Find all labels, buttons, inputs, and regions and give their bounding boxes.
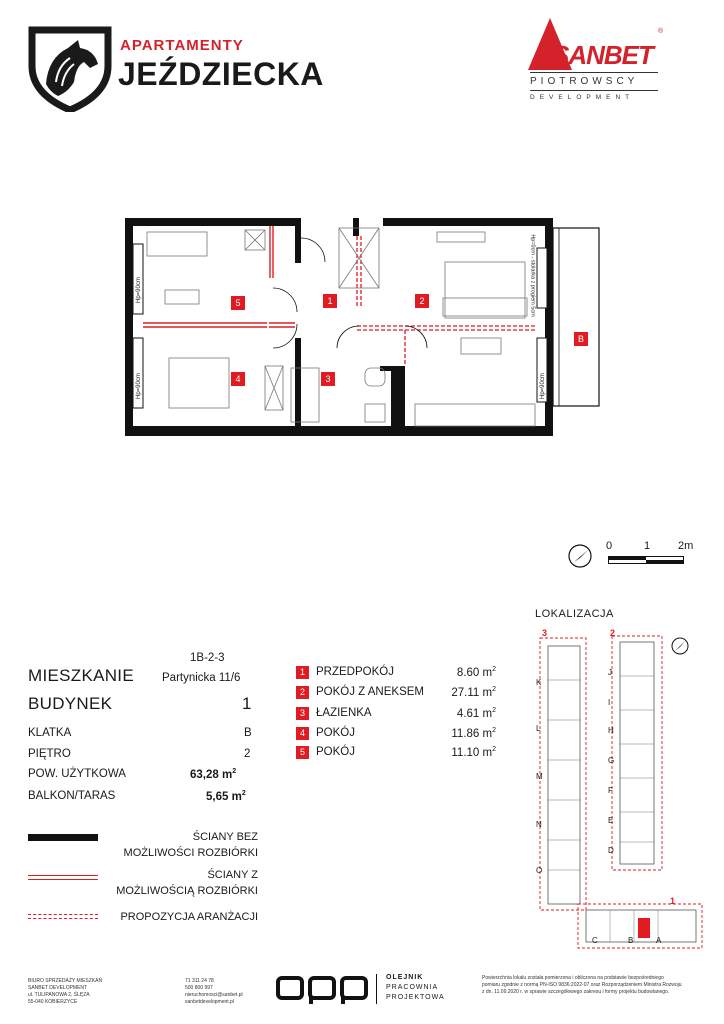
balcony-value	[206, 790, 246, 803]
room-area-sup: 2	[492, 686, 496, 693]
legend-swatch-removable	[28, 879, 98, 880]
room-row	[296, 707, 496, 721]
location-letter: F	[608, 786, 613, 795]
location-building-1: 1	[670, 896, 676, 906]
room-area-text: 11.86 m	[451, 727, 493, 740]
contact-info	[185, 978, 255, 1006]
legal-note-line: pomiaru zgodnie z normą PN-ISO 9836:2022-07 oraz Rozporządzeniem Ministra Rozwoju	[482, 982, 682, 988]
location-letter: O	[536, 866, 543, 875]
room-area-text: 4.61 m	[456, 707, 493, 720]
location-letter: E	[608, 816, 614, 825]
pietro-value: 2	[244, 748, 251, 760]
location-letter: N	[536, 820, 542, 829]
room-area	[457, 707, 496, 720]
floor-plan	[125, 218, 605, 436]
room-marker-4: 4	[231, 372, 245, 386]
location-column-3: 3	[542, 628, 548, 638]
phone-2: 500 800 997	[185, 985, 213, 991]
budynek-value: 1	[242, 694, 252, 713]
legal-note	[482, 975, 702, 996]
window-height-label: Hp=90cm	[136, 277, 142, 303]
legend-swatch-removable	[28, 875, 98, 876]
legend-swatch-proposal	[28, 918, 98, 919]
legend-fixed-line1: ŚCIANY BEZ	[192, 831, 258, 843]
location-map	[520, 620, 720, 950]
balcony-marker: B	[574, 332, 588, 346]
room-number: 5	[296, 746, 309, 759]
location-letter: I	[608, 698, 611, 707]
room-row	[296, 666, 496, 680]
location-letter: J	[608, 668, 612, 677]
scale-bar	[566, 540, 696, 576]
room-area-text: 27.11 m	[451, 686, 493, 699]
window-height-label: Hp=0cm - stolarka z progiem 5cm	[529, 234, 536, 317]
studio-name-1: OLEJNIK	[386, 974, 424, 981]
room-name: POKÓJ	[316, 727, 355, 739]
address: Partynicka 11/6	[162, 672, 241, 684]
room-name: POKÓJ Z ANEKSEM	[316, 686, 424, 698]
sales-office-line: 55-040 KOBIERZYCE	[28, 999, 78, 1005]
apartment-code: 1B-2-3	[190, 652, 225, 664]
legend-swatch-proposal	[28, 914, 98, 915]
scale-label-0: 0	[606, 540, 613, 552]
area-value-text: 63,28 m	[190, 768, 233, 781]
room-area	[451, 727, 496, 740]
brand-line-jezdziecka: JEŹDZIECKA	[118, 56, 324, 92]
scale-label-1: 1	[644, 540, 651, 552]
room-name: POKÓJ	[316, 746, 355, 758]
room-area-sup: 2	[492, 727, 496, 734]
phone-1: 71 311 24 78	[185, 978, 214, 984]
developer-sub-development: DEVELOPMENT	[530, 94, 635, 101]
klatka-value: B	[244, 727, 252, 739]
room-row	[296, 727, 496, 741]
legend-proposal: PROPOZYCJA ARANŻACJI	[120, 911, 258, 923]
sales-office-line: ul. TULIPANOWA 2, ŚLĘZA	[28, 992, 90, 998]
location-letter: K	[536, 678, 542, 687]
location-letter: M	[536, 772, 543, 781]
developer-logo	[522, 18, 672, 108]
room-area-sup: 2	[492, 746, 496, 753]
room-marker-1: 1	[323, 294, 337, 308]
room-number: 4	[296, 727, 309, 740]
location-column-2: 2	[610, 628, 616, 638]
room-name: ŁAZIENKA	[316, 707, 372, 719]
location-letter: A	[656, 936, 662, 945]
room-number: 3	[296, 707, 309, 720]
room-number: 1	[296, 666, 309, 679]
location-letter: L	[536, 724, 541, 733]
room-area-sup: 2	[492, 666, 496, 673]
scale-bar-fill	[608, 556, 646, 560]
window-height-label: Hp=90cm	[136, 373, 142, 399]
location-letter: G	[608, 756, 615, 765]
area-unit-sup: 2	[232, 768, 237, 775]
room-area-text: 8.60 m	[456, 666, 493, 679]
developer-sub-piotrowscy: PIOTROWSCY	[530, 76, 639, 87]
location-letter: B	[628, 936, 634, 945]
studio-name-3: PROJEKTOWA	[386, 994, 445, 1001]
balcony-unit-sup: 2	[241, 790, 246, 797]
location-letter: D	[608, 846, 614, 855]
sales-office-line: BIURO SPRZEDAŻY MIESZKAŃ	[28, 978, 103, 984]
budynek-label: BUDYNEK	[28, 694, 113, 713]
legend-removable-line2: MOŻLIWOŚCIĄ ROZBIÓRKI	[116, 885, 258, 897]
legend-swatch-fixed	[28, 834, 98, 841]
room-area	[451, 746, 496, 759]
window-height-label: Hp=90cm	[540, 373, 546, 399]
room-area-text: 11.10 m	[451, 746, 493, 759]
legend-removable-line1: ŚCIANY Z	[207, 869, 258, 881]
brand-line-apartamenty: APARTAMENTY	[120, 37, 244, 54]
website-link[interactable]: sanbetdevelopment.pl	[185, 999, 234, 1005]
room-area	[457, 666, 496, 679]
location-letter: H	[608, 726, 614, 735]
area-label: POW. UŻYTKOWA	[28, 768, 126, 780]
room-marker-3: 3	[321, 372, 335, 386]
opp-logo-icon	[276, 974, 368, 1004]
compass-icon	[566, 542, 594, 570]
room-area	[451, 686, 496, 699]
scale-bar-fill	[646, 560, 684, 564]
developer-name: SANBET	[552, 40, 653, 70]
logo-divider	[530, 72, 658, 73]
klatka-label: KLATKA	[28, 727, 72, 739]
horse-shield-icon	[28, 22, 114, 112]
room-area-sup: 2	[492, 707, 496, 714]
balcony-label: BALKON/TARAS	[28, 790, 116, 802]
room-name: PRZEDPOKÓJ	[316, 666, 394, 678]
room-number: 2	[296, 686, 309, 699]
pietro-label: PIĘTRO	[28, 748, 71, 760]
sales-office-line: SANBET DEVELOPMENT	[28, 985, 88, 991]
sales-office	[28, 978, 168, 1006]
studio-divider	[376, 974, 377, 1004]
studio-logo	[276, 972, 476, 1008]
room-marker-2: 2	[415, 294, 429, 308]
mieszkanie-label: MIESZKANIE	[28, 666, 134, 685]
registered-mark: ®	[658, 28, 664, 35]
logo-divider-2	[530, 90, 658, 91]
area-value	[190, 768, 236, 781]
studio-name-2: PRACOWNIA	[386, 984, 439, 991]
scale-label-2: 2m	[678, 540, 694, 552]
balcony-value-text: 5,65 m	[206, 790, 242, 803]
room-row	[296, 686, 496, 700]
room-row	[296, 746, 496, 760]
legal-note-line: z dn. 11.09.2020 r. w sprawie szczegółowego zakresu i formy projektu budowlanego.	[482, 989, 670, 995]
location-letter: C	[592, 936, 598, 945]
email-link[interactable]: nieruchomosci@sanbet.pl	[185, 992, 243, 998]
location-title: LOKALIZACJA	[535, 608, 614, 620]
legend-fixed-line2: MOŻLIWOŚCI ROZBIÓRKI	[123, 847, 258, 859]
project-logo	[28, 22, 328, 112]
legal-note-line: Powierzchnia lokalu została pomierzona i obliczona na podstawie bezpośredniego	[482, 975, 664, 981]
legend	[28, 830, 258, 930]
room-marker-5: 5	[231, 296, 245, 310]
